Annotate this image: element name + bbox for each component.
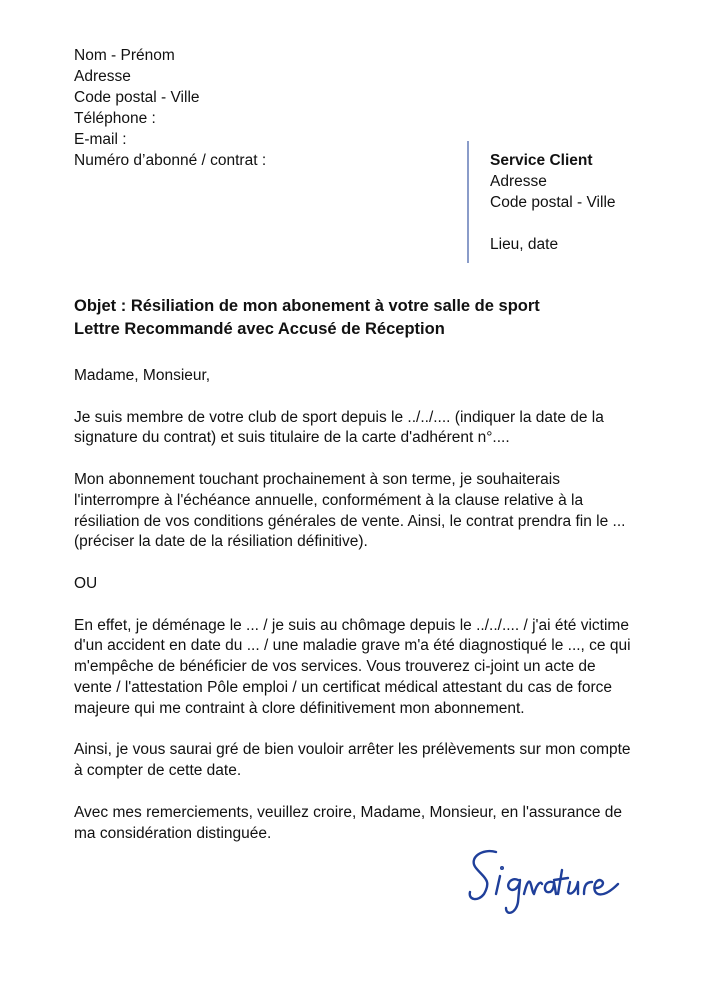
sender-name: Nom - Prénom: [74, 47, 175, 64]
paragraph-stop-debits: Ainsi, je vous saurai gré de bien vouloir arrêter les prélèvements sur mon compte à compter de cette date.: [74, 741, 631, 780]
sender-address: Adresse: [74, 68, 131, 85]
subject-delivery-mode: Lettre Recommandé avec Accusé de Réception: [74, 320, 445, 338]
recipient-city: Code postal - Ville: [490, 194, 616, 211]
sender-phone: Téléphone :: [74, 110, 156, 127]
sender-block: [74, 45, 266, 171]
subject-line: Objet : Résiliation de mon abonement à votre salle de sport: [74, 297, 540, 315]
paragraph-term-end: Mon abonnement touchant prochainement à son terme, je souhaiterais l'interrompre à l'échéance annuelle, conformément à la clause relative à la résiliation de vos conditions générales de vente. Ainsi, le contrat prendra fin le ...(préciser la date de la résiliation définitive).: [74, 470, 626, 551]
recipient-divider: [467, 141, 469, 263]
paragraph-or: OU: [74, 574, 98, 592]
paragraph-membership: Je suis membre de votre club de sport depuis le ../../.... (indiquer la date de la signature du contrat) et suis titulaire de la carte d'adhérent n°....: [74, 408, 604, 447]
letter-body: [74, 366, 634, 865]
spacer: [490, 213, 616, 234]
recipient-block: [490, 150, 616, 255]
paragraph-force-majeure: En effet, je déménage le ... / je suis au chômage depuis le ../../.... / j'ai été victime d'un accident en date du ... / une maladie grave m'a été diagnostiqué le ..., ce qui m'empêche de bénéficier de vos services. Vous trouverez ci-joint un acte de vente / l'attestation Pôle emploi / un certificat médical attestant du cas de force majeure qui me contraint à clore définitivement mon abonnement.: [74, 616, 631, 717]
sender-email: E-mail :: [74, 131, 127, 148]
closing-formula: Avec mes remerciements, veuillez croire, Madame, Monsieur, en l'assurance de ma considération distinguée.: [74, 803, 622, 842]
recipient-address: Adresse: [490, 173, 547, 190]
subject-block: [74, 295, 540, 341]
recipient-name: Service Client: [490, 152, 593, 169]
salutation: Madame, Monsieur,: [74, 367, 211, 384]
place-date: Lieu, date: [490, 236, 559, 253]
sender-city: Code postal - Ville: [74, 89, 200, 106]
signature-image: [462, 842, 637, 922]
sender-subscriber-number: Numéro d’abonné / contrat :: [74, 152, 267, 169]
